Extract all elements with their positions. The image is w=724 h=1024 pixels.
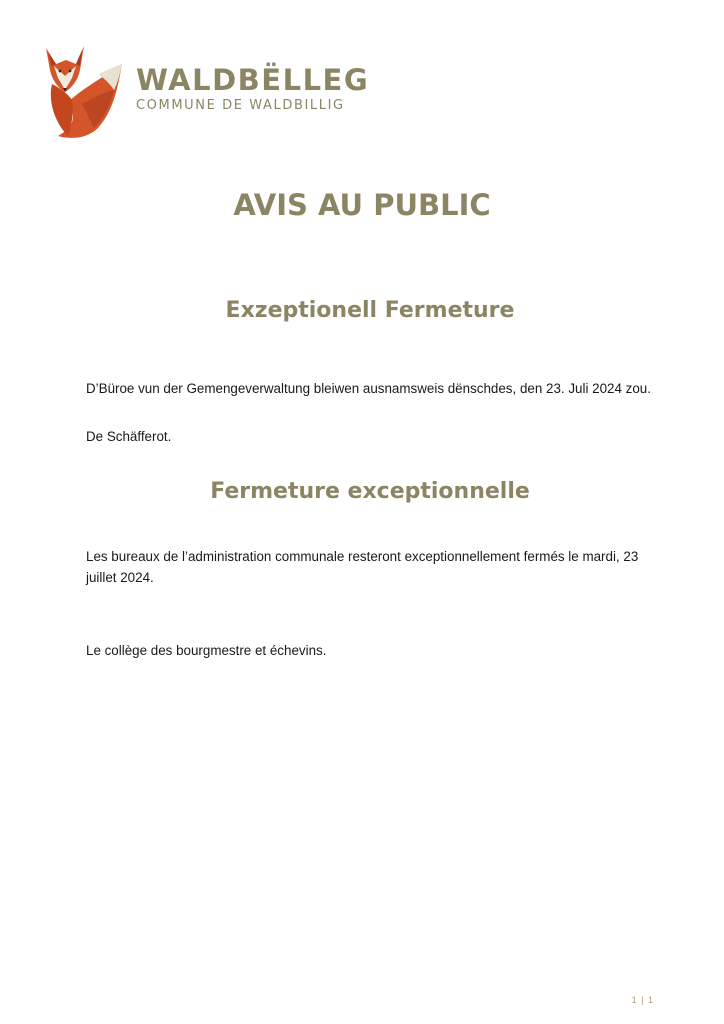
- document-title: AVIS AU PUBLIC: [233, 188, 491, 222]
- luxembourgish-body: D’Büroe vun der Gemengeverwaltung bleiwen ausnamsweis dënschdes, den 23. Juli 2024 zou.: [86, 381, 651, 396]
- logo-wordmark: [136, 64, 369, 114]
- commune-logo: [38, 44, 370, 140]
- luxembourgish-heading: Exzeptionell Fermeture: [225, 298, 515, 323]
- page-number: 1 | 1: [631, 995, 654, 1005]
- french-body: Les bureaux de l’administration communale resteront exceptionnellement fermés le mardi, 23 juillet 2024.: [86, 549, 639, 585]
- logo-name: WALDBËLLEG: [136, 63, 370, 97]
- logo-subtitle: COMMUNE DE WALDBILLIG: [136, 98, 345, 113]
- french-signature: Le collège des bourgmestre et échevins.: [86, 643, 327, 658]
- fox-logo-icon: [38, 44, 128, 140]
- luxembourgish-signature: De Schäfferot.: [86, 429, 172, 444]
- french-heading: Fermeture exceptionnelle: [210, 479, 530, 504]
